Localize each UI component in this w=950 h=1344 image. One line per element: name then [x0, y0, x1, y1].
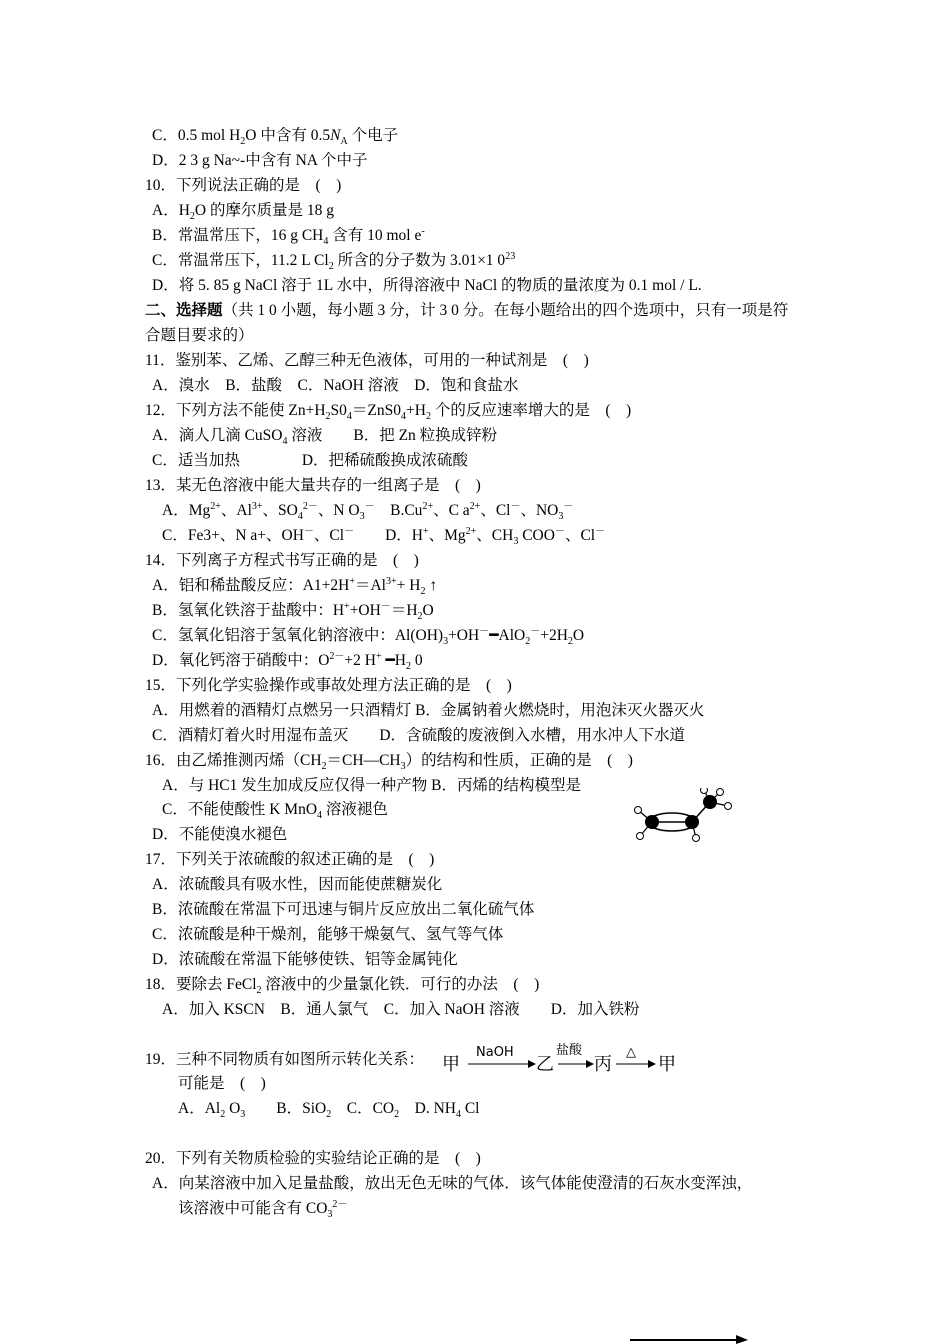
decorative-arrow [630, 1334, 750, 1344]
text-line-q20: 20．下列有关物质检验的实验结论正确的是 ( ) [145, 1150, 481, 1167]
text-line-q18opt: A．加入 KSCN B．通人氯气 C．加入 NaOH 溶液 D．加入铁粉 [162, 1001, 640, 1018]
text-line-q13cd: C．Fe3+、N a+、OH－、Cl－ D．H+、$Mg^{2+}$、$CH_3$ COO－、Cl－ [162, 525, 606, 548]
text-line-q17a: A．浓硫酸具有吸水性，因而能使蔗糖炭化 [152, 876, 443, 893]
text-line-q11: 11．鉴别苯、乙烯、乙醇三种无色液体，可用的一种试剂是 ( ) [145, 352, 589, 369]
text-line-q20a: A．向某溶液中加入足量盐酸，放出无色无味的气体．该气体能使澄清的石灰水变浑浊， [152, 1175, 753, 1192]
text-line-q16: 16．由乙烯推测丙烯$(CH_2=CH—CH_3)$的结构和性质，正确的是 ( ) [145, 752, 633, 773]
text-line-q15cd: C．酒精灯着火时用湿布盖灭 D．含硫酸的废液倒入水槽，用水冲人下水道 [152, 727, 686, 744]
text-line-q10: 10．下列说法正确的是 ( ) [145, 177, 342, 194]
text-line-q19opt: A．$Al_2$ $O_3$ B．SiO$_2$ C．$CO_2$ D. $NH_4$ Cl [178, 1100, 480, 1121]
text-line-q17c: C．浓硫酸是种干燥剂，能够干燥氨气、氢气等气体 [152, 926, 504, 943]
text-line-sec2b: 合题目要求的） [145, 327, 254, 344]
diagram-hcl: 盐酸 [556, 1043, 583, 1058]
text-line-q20b: 该溶液中可能含有 $CO_3^{2-}$ [178, 1198, 348, 1221]
text-line-q13ab: A．$Mg^{2+}$、$Al^{3+}$、$SO_4^{2-}$、N $O_3^-$ $B.Cu^{2+}$、C $a^{2+}$、Cl－、$NO_3^-$ [162, 500, 574, 523]
text-line-q19b: 可能是 ( ) [178, 1075, 266, 1092]
text-line-q13: 13．某无色溶液中能大量共存的一组离子是 ( ) [145, 477, 481, 494]
text-line-q17b: B．浓硫酸在常温下可迅速与铜片反应放出二氧化硫气体 [152, 901, 535, 918]
diagram-jia2: 甲 [658, 1054, 676, 1075]
conversion-diagram [440, 1038, 690, 1082]
text-line-q14c: C．氢氧化铝溶于氢氧化钠溶液中：$Al(OH)_3+OH^-━AlO_2^-+2H_2O$ [152, 625, 585, 648]
text-line-q12: 12．下列方法不能使 $Zn+H_2S0_4=ZnS0_4+H_2$ 个的反应速率增大的是 ( ) [145, 402, 632, 423]
text-line-q16c: C．不能使酸性 K MnO$_4$ 溶液褪色 [162, 801, 388, 822]
text-line-q10b: B．常温常压下，16 g $CH_4$ 含有 10 mol e- [152, 225, 425, 248]
text-line-sec2a: 二、选择题（共 1 0 小题，每小题 3 分，计 3 0 分。在每小题给出的四个选项中，只有一项是符 [145, 302, 789, 319]
diagram-heat: △ [626, 1045, 636, 1060]
propene-model-image [630, 788, 735, 846]
text-line-q10d: D．将 5. 85 g NaCl 溶于 1L 水中，所得溶液中 NaCl 的物质的量浓度为 0.1 mol / L. [152, 277, 702, 294]
text-line-q10c: C．常温常压下，11.2 L $Cl_2$ 所含的分子数为 3.01×1 $0^{23}$ [152, 250, 516, 273]
text-line-q17d: D．浓硫酸在常温下能够使铁、铝等金属钝化 [152, 951, 458, 968]
text-line-q16ab: A．与 HC1 发生加成反应仅得一种产物 B．丙烯的结构模型是 [162, 777, 581, 794]
text-line-q15ab: A．用燃着的酒精灯点燃另一只酒精灯 B．金属钠着火燃烧时，用泡沫灭火器灭火 [152, 702, 705, 719]
text-line-q9d: D．2 3 g Na~-中含有 NA 个中子 [152, 152, 368, 169]
text-line-q12ab: A．滴人几滴 CuSO$_4$ 溶液 B．把 Zn 粒换成锌粉 [152, 427, 498, 448]
text-line-q9c: C．0.5 mol $H_2O$ 中含有 $0.5N_A$ 个电子 [152, 127, 399, 148]
diagram-naoh: NaOH [476, 1045, 514, 1060]
diagram-jia: 甲 [442, 1054, 460, 1075]
text-line-q15: 15．下列化学实验操作或事故处理方法正确的是 ( ) [145, 677, 512, 694]
text-line-q11opt: A．溴水 B．盐酸 C．NaOH 溶液 D．饱和食盐水 [152, 377, 519, 394]
text-line-q14a: A．铝和稀盐酸反应：$A1+2H^+=Al^{3+}+ H_2$ ↑ [152, 575, 438, 598]
text-line-q14: 14．下列离子方程式书写正确的是 ( ) [145, 552, 419, 569]
diagram-bing: 丙 [594, 1054, 612, 1075]
text-line-q10a: A．$H_2O$ 的摩尔质量是 18 g [152, 202, 334, 223]
text-line-q14d: D．氧化钙溶于硝酸中：$O^{2-}+2$ H+ $━H_2$ 0 [152, 650, 423, 673]
text-line-q16d: D．不能使溴水褪色 [152, 826, 288, 843]
text-line-q19: 19．三种不同物质有如图所示转化关系： [145, 1051, 425, 1068]
diagram-yi: 乙 [536, 1054, 554, 1075]
text-line-q12cd: C．适当加热 D．把稀硫酸换成浓硫酸 [152, 452, 469, 469]
text-line-q17: 17．下列关于浓硫酸的叙述正确的是 ( ) [145, 851, 435, 868]
text-line-q14b: B．氢氧化铁溶于盐酸中：$H^++OH^-=H_2O$ [152, 600, 434, 623]
text-line-q18: 18．要除去 FeCl$_2$ 溶液中的少量氯化铁．可行的办法 ( ) [145, 976, 540, 997]
